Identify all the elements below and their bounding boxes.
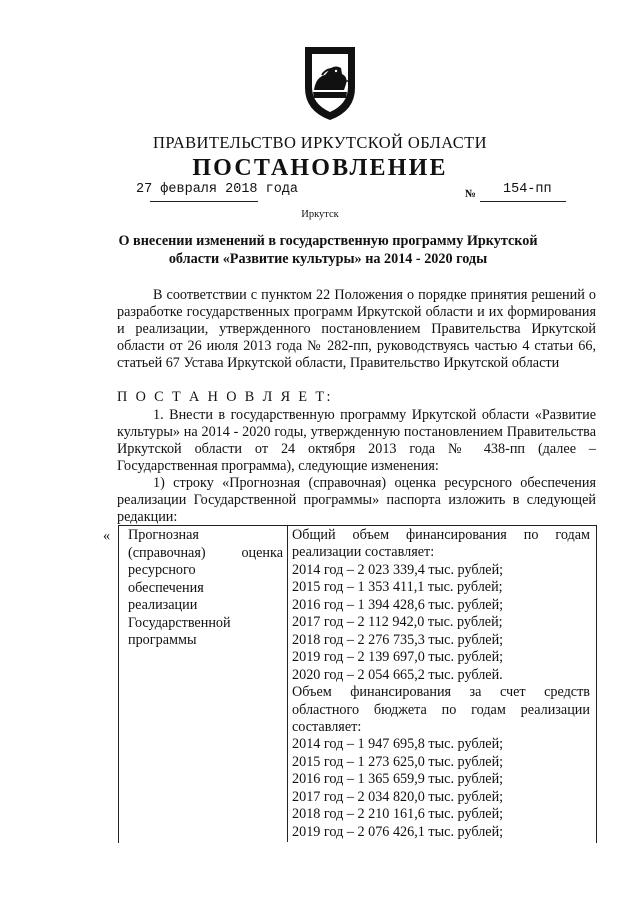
left-cell-line: Государственной	[128, 614, 231, 631]
number-underline	[480, 201, 566, 202]
title-line: О внесении изменений в государственную программу Иркутской	[118, 233, 538, 249]
regional-head-line: составляет:	[292, 718, 362, 735]
regional-year-line: 2019 год – 2 076 426,1 тыс. рублей;	[292, 823, 504, 840]
regional-year-line: 2015 год – 1 273 625,0 тыс. рублей;	[292, 753, 504, 770]
title-line: области «Развитие культуры» на 2014 - 2020 годы	[168, 251, 488, 267]
regional-head-line: Объем финансирования за счет средств	[292, 684, 590, 701]
regional-year-line: 2018 год – 2 210 161,6 тыс. рублей;	[292, 806, 504, 823]
regional-year-line: 2014 год – 1 947 695,8 тыс. рублей;	[292, 736, 504, 753]
table-open-quote: «	[103, 528, 111, 544]
total-year-line: 2019 год – 2 139 697,0 тыс. рублей;	[292, 649, 504, 666]
left-cell-line: Прогнозная	[128, 527, 199, 543]
table-left-cell	[128, 527, 283, 650]
total-year-line: 2015 год – 1 353 411,1 тыс. рублей;	[292, 579, 503, 596]
left-cell-word: оценка	[241, 544, 283, 561]
preamble-paragraph: В соответствии с пунктом 22 Положения о порядке принятия решений о разработке государственных программ Иркутской области и их формирования и реализации, утвержденного постановлением Правительства Иркутской области от 26 июля 2013 года № 282-пп, руководствуясь частью 4 статьи 66, статьей 67 Устава Иркутской области, Правительство Иркутской области	[117, 287, 596, 371]
left-cell-word: (справочная)	[128, 544, 206, 561]
document-type: ПОСТАНОВЛЕНИЕ	[192, 155, 448, 181]
regional-year-line: 2016 год – 1 365 659,9 тыс. рублей;	[292, 771, 504, 788]
total-head-line: реализации составляет:	[292, 544, 435, 561]
irkutsk-coat-of-arms-icon	[298, 44, 362, 122]
regional-head-line: областного бюджета по годам реализации	[292, 701, 590, 718]
item-1-paragraph: 1. Внести в государственную программу Иркутской области «Развитие культуры» на 2014 - 2020 годы, утвержденную постановлением Правительства Иркутской области от 24 октября 2013 года № 438-пп (далее – Государственная программа), следующие изменения:	[117, 407, 596, 474]
left-cell-line	[128, 545, 283, 563]
left-cell-line: ресурсного	[128, 562, 196, 578]
total-year-line: 2020 год – 2 054 665,2 тыс. рублей.	[292, 666, 503, 683]
left-cell-line: реализации	[128, 597, 198, 613]
number-label: №	[465, 188, 477, 200]
city-name: Иркутск	[301, 209, 339, 220]
document-date: 27 февраля 2018 года	[136, 182, 299, 197]
resolves-heading: П О С Т А Н О В Л Я Е Т:	[117, 389, 333, 405]
regional-year-line: 2017 год – 2 034 820,0 тыс. рублей;	[292, 788, 504, 805]
date-underline	[150, 201, 258, 202]
total-year-line: 2017 год – 2 112 942,0 тыс. рублей;	[292, 614, 503, 631]
total-year-line: 2018 год – 2 276 735,3 тыс. рублей;	[292, 631, 504, 648]
total-year-line: 2016 год – 1 394 428,6 тыс. рублей;	[292, 596, 504, 613]
document-number: 154-пп	[503, 182, 552, 197]
total-year-line: 2014 год – 2 023 339,4 тыс. рублей;	[292, 561, 504, 578]
document-title	[118, 232, 538, 268]
left-cell-line: обеспечения	[128, 579, 204, 596]
government-name: ПРАВИТЕЛЬСТВО ИРКУТСКОЙ ОБЛАСТИ	[153, 133, 487, 152]
item-1-1-paragraph: 1) строку «Прогнозная (справочная) оценка ресурсного обеспечения реализации Государственной программы» паспорта изложить в следующей редакции:	[117, 475, 596, 525]
table-column-divider	[287, 525, 288, 842]
table-right-cell	[292, 527, 590, 841]
left-cell-line: программы	[128, 632, 197, 648]
total-head-line: Общий объем финансирования по годам	[292, 527, 590, 543]
